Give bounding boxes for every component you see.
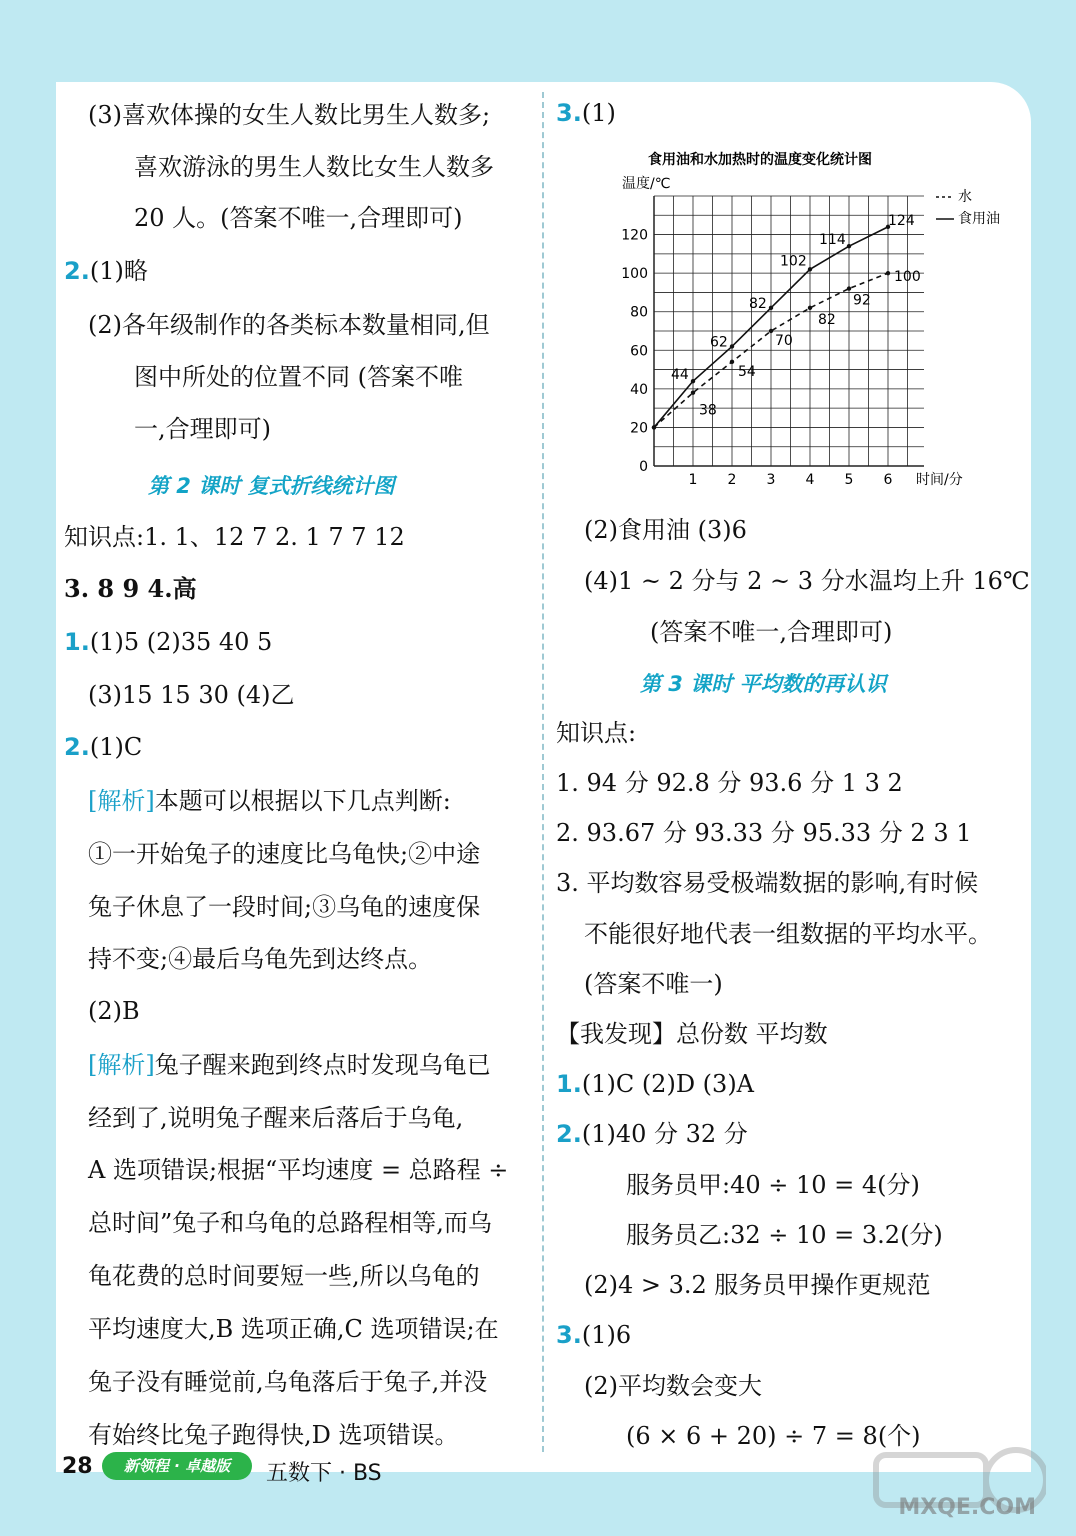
legend-label: 食用油 [958,211,1000,227]
r-answer-1-text: (1)C (2)D (3)A [581,1070,755,1098]
data-label: 44 [671,367,689,384]
r-answer-2-line-1: (1)40 分 32 分 [581,1120,748,1148]
section-title-lesson-2: 第 2 课时 复式折线统计图 [148,474,395,498]
r-answer-2 [556,1119,748,1149]
knowledge-line-1: 知识点:1. 1、12 7 2. 1 7 7 12 [64,523,405,551]
r-knowledge-3-line-1: 3. 平均数容易受极端数据的影响,有时候 [556,869,979,897]
data-point [769,329,773,333]
practice-2-part1: (1)C [89,733,143,761]
data-point [691,379,695,383]
data-point [847,244,851,248]
watermark-text: MXQE.COM [898,1495,1036,1520]
practice-1-number: 1. [64,628,90,656]
data-label: 114 [819,232,846,249]
r-knowledge-2: 2. 93.67 分 93.33 分 95.33 分 2 3 1 [556,819,972,847]
r-knowledge-1: 1. 94 分 92.8 分 93.6 分 1 3 2 [556,769,903,797]
x-tick-label: 3 [766,472,776,488]
data-point [808,306,812,310]
r-answer-3-line-2: (2)平均数会变大 [584,1372,762,1400]
q3-line-3: 20 人。(答案不唯一,合理即可) [134,204,463,232]
data-label: 100 [894,269,921,286]
r-answer-1-number: 1. [556,1070,582,1098]
section-title-lesson-3: 第 3 课时 平均数的再认识 [640,672,887,696]
r-answer-3-line-3: (6 × 6 + 20) ÷ 7 = 8(个) [626,1422,921,1450]
analysis-2-line-7: 兔子没有睡觉前,乌龟落后于兔子,并没 [88,1368,488,1396]
r-answer-3 [556,1320,631,1350]
y-tick-label: 60 [630,343,648,360]
y-tick-label: 100 [621,266,648,283]
x-tick-label: 5 [844,472,854,488]
analysis-2-line-6: 平均速度大,B 选项正确,C 选项错误;在 [88,1315,499,1343]
data-label: 82 [818,311,836,328]
data-point [769,306,773,310]
r-answer-2-line-2: 服务员甲:40 ÷ 10 = 4(分) [626,1171,920,1199]
y-tick-label: 20 [630,420,648,437]
analysis-tag: [解析] [88,1051,155,1079]
q2-item [64,256,148,286]
r-discovery: 【我发现】总份数 平均数 [556,1020,828,1048]
r-answer-1 [556,1069,754,1099]
r-q3-part4: (4)1 ~ 2 分与 2 ~ 3 分水温均上升 16℃ [584,567,1030,595]
q2-part2-line-2: 图中所处的位置不同 (答案不唯 [134,363,463,391]
y-tick-label: 40 [630,381,648,398]
r-knowledge-3-line-2: 不能很好地代表一组数据的平均水平。 [584,920,992,948]
page-number: 28 [62,1454,93,1479]
chart-grid [621,196,924,488]
x-tick-label: 2 [727,472,737,488]
analysis-2-line-1 [88,1050,491,1080]
analysis-2-line-2: 经到了,说明兔子醒来后落后于乌龟, [88,1104,464,1132]
r-q3-note: (答案不唯一,合理即可) [650,618,893,646]
practice-1 [64,627,272,657]
r-answer-2-line-3: 服务员乙:32 ÷ 10 = 3.2(分) [626,1221,943,1249]
data-label: 102 [780,253,807,270]
y-tick-label: 120 [621,227,648,244]
analysis-2-text: 兔子醒来跑到终点时发现乌龟已 [154,1051,491,1079]
data-label: 82 [749,295,767,312]
practice-1-line-2: (3)15 15 30 (4)乙 [88,681,295,709]
practice-2 [64,732,142,762]
data-label: 38 [699,402,717,419]
analysis-2-line-3: A 选项错误;根据“平均速度 = 总路程 ÷ [88,1156,509,1184]
practice-1-line-1: (1)5 (2)35 40 5 [89,628,273,656]
r-knowledge-label: 知识点: [556,719,637,747]
analysis-1-line-2: ①一开始兔子的速度比乌龟快;②中途 [88,840,481,868]
data-point [652,425,656,429]
analysis-1-line-3: 兔子休息了一段时间;③乌龟的速度保 [88,893,481,921]
data-label: 124 [888,212,915,229]
temperature-line-chart [610,146,1030,491]
legend-label: 水 [958,189,972,205]
q2-part2-line-3: 一,合理即可) [134,415,271,443]
data-label: 62 [710,334,728,351]
y-tick-label: 80 [630,304,648,321]
analysis-2-line-4: 总时间”兔子和乌龟的总路程相等,而乌 [88,1209,492,1237]
analysis-1-line-4: 持不变;④最后乌龟先到达终点。 [88,945,433,973]
r-knowledge-3-line-3: (答案不唯一) [584,970,723,998]
r-answer-3-number: 3. [556,1321,582,1349]
data-label: 54 [738,363,756,380]
data-point [730,360,734,364]
data-point [730,344,734,348]
analysis-1-text: 本题可以根据以下几点判断: [154,787,451,815]
practice-2-number: 2. [64,733,90,761]
q2-part1: (1)略 [89,257,148,285]
r-q3-part2-3: (2)食用油 (3)6 [584,516,747,544]
q3-line-1: (3)喜欢体操的女生人数比男生人数多; [88,101,491,129]
q3-line-2: 喜欢游泳的男生人数比女生人数多 [134,153,494,181]
data-point [886,271,890,275]
x-axis-label: 时间/分 [916,472,963,488]
r-q3 [556,98,616,128]
data-point [847,286,851,290]
q2-part2-line-1: (2)各年级制作的各类标本数量相同,但 [88,311,490,339]
data-label: 92 [853,292,871,309]
q2-number: 2. [64,257,90,285]
r-answer-2-line-4: (2)4 > 3.2 服务员甲操作更规范 [584,1271,931,1299]
data-point [691,391,695,395]
r-answer-3-line-1: (1)6 [581,1321,632,1349]
column-divider [542,92,544,1452]
analysis-1-line-1 [88,786,451,816]
chart-legend [936,188,1000,227]
x-tick-label: 1 [688,472,698,488]
r-answer-2-number: 2. [556,1120,582,1148]
knowledge-line-2: 3. 8 9 4.高 [64,574,197,603]
data-label: 70 [775,333,793,349]
r-q3-number: 3. [556,99,582,127]
analysis-tag: [解析] [88,787,155,815]
subject-label: 五数下 · BS [266,1461,382,1486]
y-tick-label: 0 [639,459,648,475]
brand-badge: 新领程 · 卓越版 [102,1452,252,1480]
analysis-2-line-8: 有始终比兔子跑得快,D 选项错误。 [88,1421,459,1449]
r-q3-part1: (1) [581,99,616,127]
chart-title: 食用油和水加热时的温度变化统计图 [648,152,872,168]
x-tick-label: 4 [805,472,815,488]
practice-2-part2: (2)B [88,997,140,1025]
data-point [808,267,812,271]
x-tick-label: 6 [883,472,893,488]
analysis-2-line-5: 龟花费的总时间要短一些,所以乌龟的 [88,1262,480,1290]
y-axis-label: 温度/℃ [622,176,671,192]
